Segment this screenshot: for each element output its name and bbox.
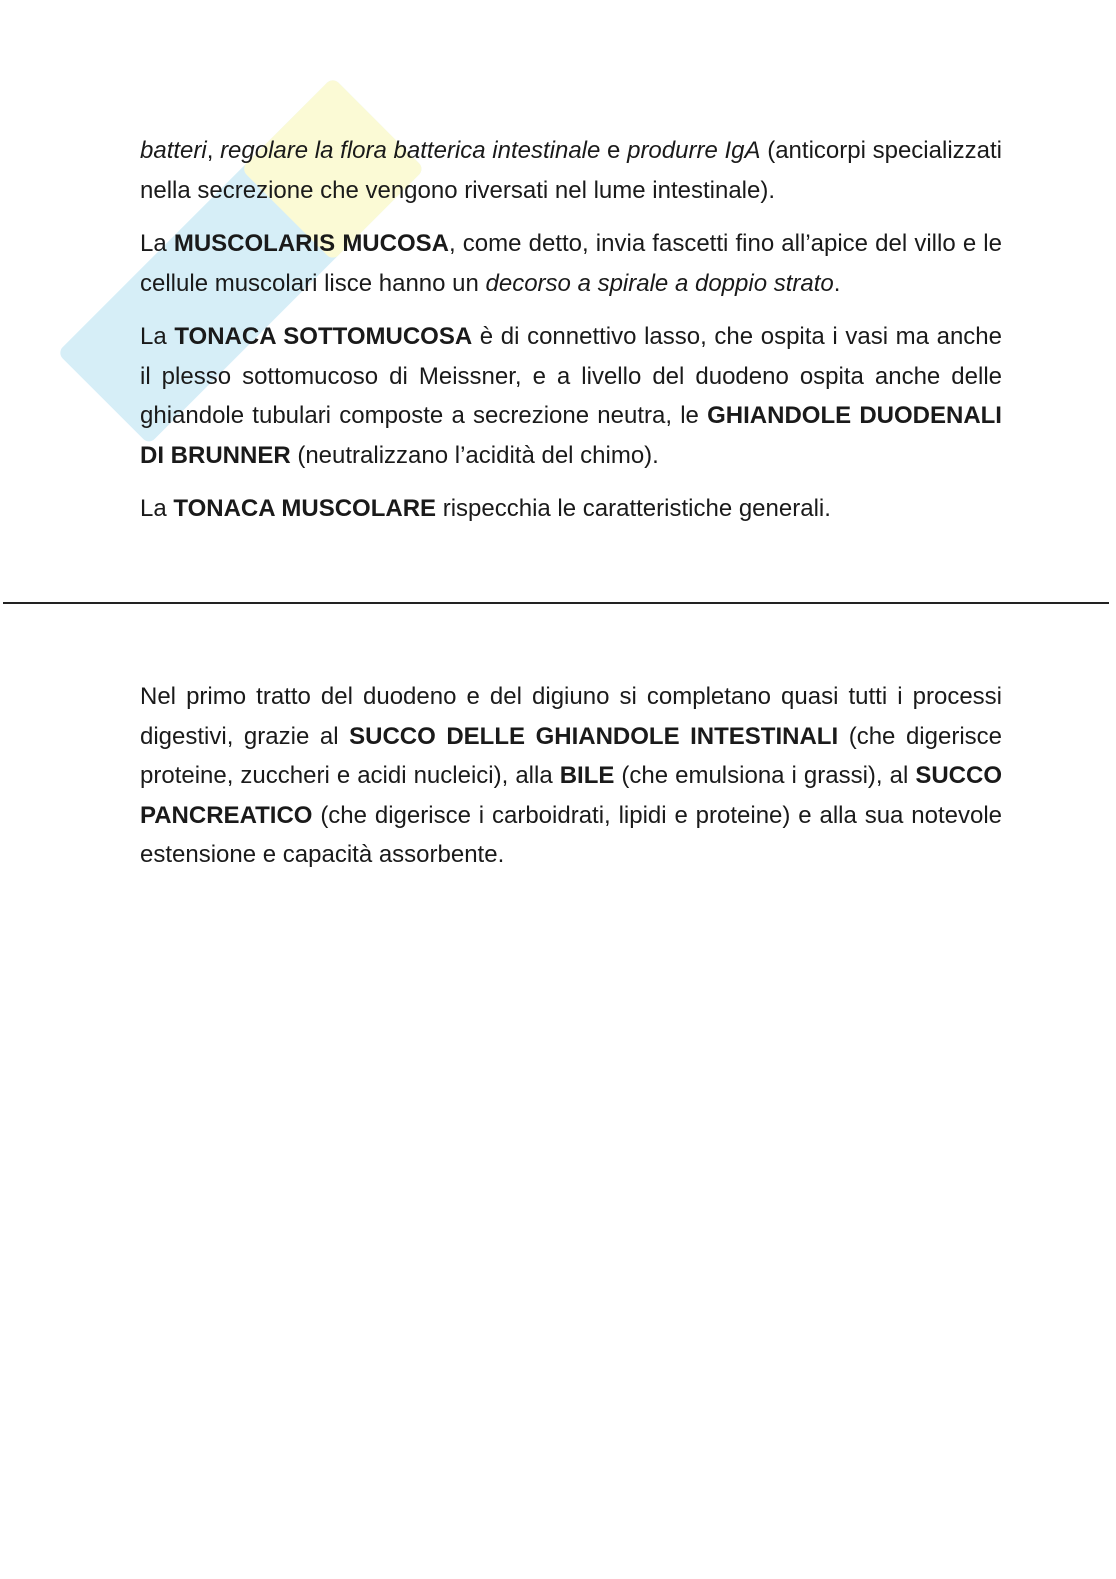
term-tonaca-muscolare: TONACA MUSCOLARE xyxy=(173,495,437,522)
text-run: Nel primo tratto del duodeno e del digiuno si completano quasi tutti i processi digestivi, grazie al xyxy=(140,683,1002,750)
term-muscolaris-mucosa: MUSCOLARIS MUCOSA xyxy=(173,230,449,257)
text-block-top xyxy=(140,131,1002,543)
term-ghiandole-brunner: GHIANDOLE DUODENALI DI BRUNNER xyxy=(140,402,1002,469)
text-run: , come detto, invia fascetti fino all’apice del villo e le cellule muscolari lisce hanno un xyxy=(140,230,1002,297)
text-run: batteri xyxy=(140,137,207,164)
text-run: La xyxy=(140,323,175,350)
text-run: (che digerisce i carboidrati, lipidi e proteine) e alla sua notevole estensione e capacità assorbente. xyxy=(140,801,1002,868)
term-tonaca-sottomucosa: TONACA SOTTOMUCOSA xyxy=(174,323,473,350)
term-succo-ghiandole: SUCCO DELLE GHIANDOLE INTESTINALI xyxy=(349,722,839,750)
text-run: La xyxy=(140,230,174,257)
text-run: (che digerisce proteine, zuccheri e acidi nucleici), alla xyxy=(140,722,1002,789)
paragraph-batteri xyxy=(140,131,1002,210)
horizontal-divider xyxy=(3,602,1109,604)
text-run: . xyxy=(833,269,841,297)
paragraph-tonaca-muscolare xyxy=(140,489,1002,529)
text-block-bottom xyxy=(140,677,1002,889)
text-run: e xyxy=(600,137,628,164)
text-run: , xyxy=(206,137,221,164)
text-run: decorso a spirale a doppio strato xyxy=(485,269,834,297)
text-run: (neutralizzano l’acidità del chimo). xyxy=(290,441,659,469)
paragraph-primo-tratto xyxy=(140,677,1002,875)
term-bile: BILE xyxy=(559,762,615,789)
paragraph-muscolaris-mucosa xyxy=(140,224,1002,303)
text-run: è di connettivo lasso, che ospita i vasi ma anche il plesso sottomucoso di Meissner, e a livello del duodeno ospita anche delle ghiandole tubulari composte a secrezione neutra, le xyxy=(140,323,1002,429)
text-run: regolare la flora batterica intestinale xyxy=(220,137,601,164)
text-run: rispecchia le caratteristiche generali. xyxy=(436,495,831,522)
text-run: La xyxy=(140,495,174,522)
text-run: (anticorpi specializzati nella secrezione che vengono riversati nel lume intestinale). xyxy=(140,137,1003,204)
text-run: (che emulsiona i grassi), al xyxy=(614,762,916,789)
text-run: produrre IgA xyxy=(627,137,761,164)
paragraph-tonaca-sottomucosa xyxy=(140,317,1002,475)
term-succo-pancreatico: SUCCO PANCREATICO xyxy=(140,762,1002,829)
